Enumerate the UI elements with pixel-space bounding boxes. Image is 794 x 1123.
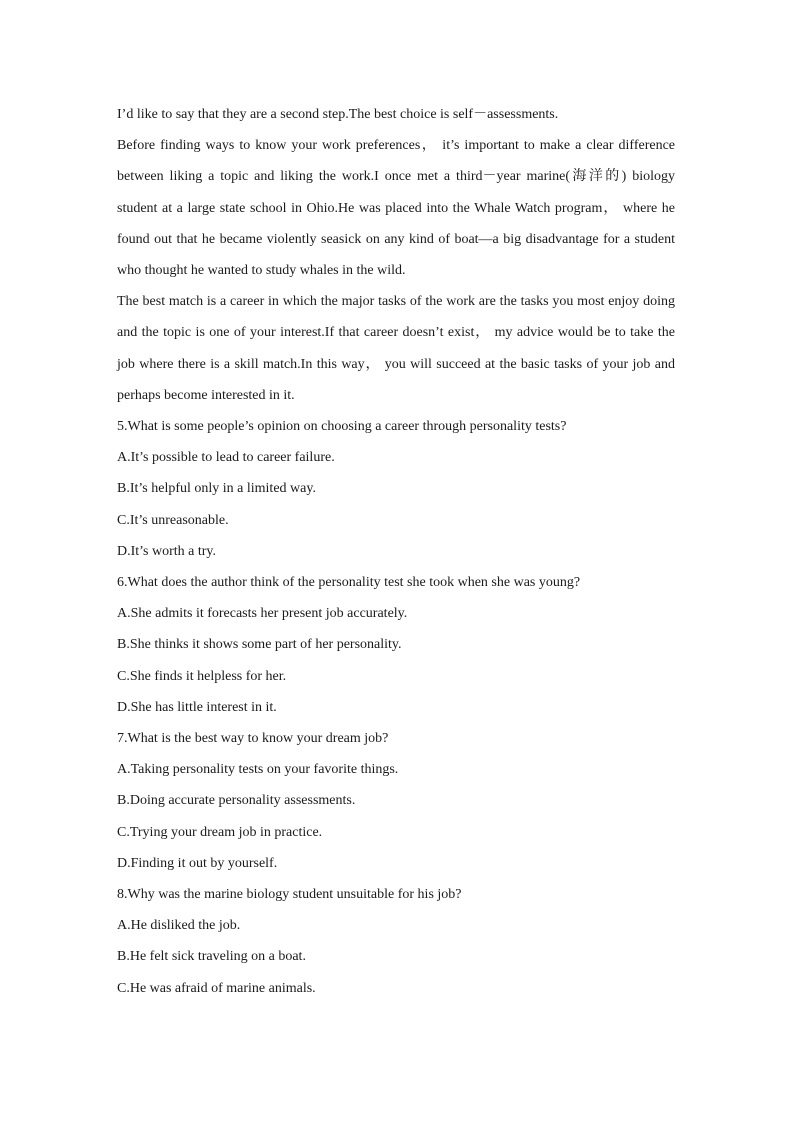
option-a: A.He disliked the job.	[117, 918, 241, 934]
question-7	[117, 723, 675, 879]
question-8	[117, 879, 675, 1004]
option-d: D.Finding it out by yourself.	[117, 855, 278, 871]
question-6	[117, 567, 675, 723]
question-text: 5.What is some people’s opinion on choosing a career through personality tests?	[117, 419, 567, 435]
option-c: C.She finds it helpless for her.	[117, 668, 287, 684]
document-body	[117, 99, 675, 1004]
paragraph-work-preferences: Before finding ways to know your work preferences， it’s important to make a clear difference between liking a topic and liking the work.I once met a third－year marine(海洋的) biology student at a large state school in Ohio.He was placed into the Whale Watch program， where he found out that he became violently seasick on any kind of boat—a big disadvantage for a student who thought he wanted to study whales in the wild.	[117, 138, 675, 279]
paragraph-best-match: The best match is a career in which the major tasks of the work are the tasks you most enjoy doing and the topic is one of your interest.If that career doesn’t exist， my advice would be to take the job where there is a skill match.In this way， you will succeed at the basic tasks of your job and perhaps become interested in it.	[117, 294, 675, 403]
option-d: D.She has little interest in it.	[117, 699, 277, 715]
option-b: B.It’s helpful only in a limited way.	[117, 481, 316, 497]
option-b: B.Doing accurate personality assessments.	[117, 793, 356, 809]
option-b: B.He felt sick traveling on a boat.	[117, 949, 306, 965]
option-c: C.It’s unreasonable.	[117, 512, 229, 528]
option-c: C.He was afraid of marine animals.	[117, 980, 316, 996]
question-5	[117, 411, 675, 567]
option-d: D.It’s worth a try.	[117, 543, 217, 559]
option-a: A.Taking personality tests on your favorite things.	[117, 762, 399, 778]
question-text: 7.What is the best way to know your dream job?	[117, 731, 389, 747]
option-c: C.Trying your dream job in practice.	[117, 824, 323, 840]
question-text: 6.What does the author think of the personality test she took when she was young?	[117, 575, 581, 591]
question-text: 8.Why was the marine biology student unsuitable for his job?	[117, 887, 462, 903]
option-b: B.She thinks it shows some part of her personality.	[117, 637, 402, 653]
option-a: A.It’s possible to lead to career failure.	[117, 450, 335, 466]
paragraph-intro: I’d like to say that they are a second step.The best choice is self－assessments.	[117, 107, 559, 122]
option-a: A.She admits it forecasts her present job accurately.	[117, 606, 408, 622]
